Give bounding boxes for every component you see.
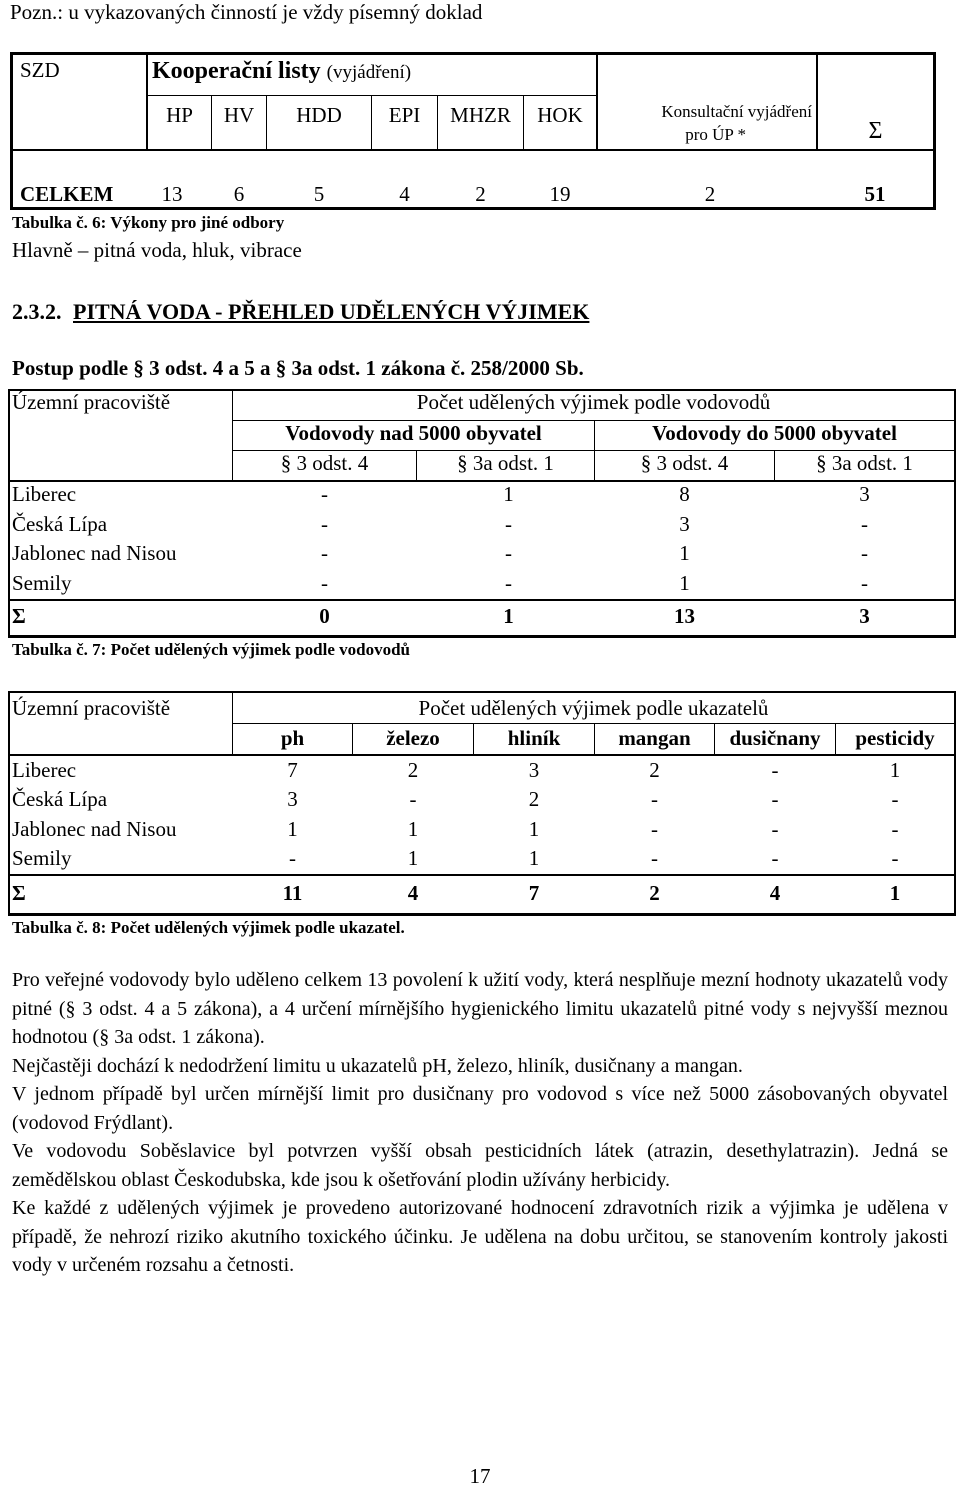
t7-row-name: Jablonec nad Nisou [12,541,177,565]
total-hv: 6 [233,182,245,206]
paragraph: V jednom případě byl určen mírnější limit pro dusičnany pro vodovod s více než 5000 zásobovaných obyvatel (vodovod Frýdlant). [12,1083,948,1134]
total-label: CELKEM [20,182,114,206]
total-hdd: 5 [313,182,325,206]
t8-cell: - [771,787,779,811]
total-hok: 19 [549,182,571,206]
table6-title-sub: (vyjádření) [326,62,412,83]
t7-sub-1: § 3 odst. 4 [280,451,369,475]
t7-row-name: Česká Lípa [12,512,108,536]
postup-line: Postup podle § 3 odst. 4 a 5 a § 3a odst. 1 zákona č. 258/2000 Sb. [12,356,584,380]
table6-title-main: Kooperační listy [152,58,321,84]
t8-cell: - [651,787,658,811]
t7-sum-cell: 1 [503,604,514,628]
t8-cell: - [891,817,899,841]
t8-cell: 1 [407,817,419,841]
t7-cell: - [321,541,328,565]
col-hok: HOK [537,103,583,127]
t8-cell: 3 [287,787,298,811]
t7-cell: - [321,482,328,506]
paragraph: Pro veřejné vodovody bylo uděleno celkem 13 povolení k užití vody, která nesplňuje mezní hodnoty ukazatelů vody pitné (§ 3 odst. 4 a 5 zákona), a 4 určení mírnějšího hygienického limitu ukazatelů pitné vody s nejvyšší meznou hodnotou (§ 3a odst. 1 zákona). [12,969,948,1048]
t7-sub-3: § 3 odst. 4 [640,451,729,475]
t7-sum-cell: 13 [674,604,695,628]
total-hp: 13 [161,182,183,206]
szd-label: SZD [20,58,60,82]
t8-cell: - [409,787,417,811]
t7-cell: 3 [679,512,690,536]
t8-row-name: Jablonec nad Nisou [12,817,177,841]
t7-row-name: Liberec [12,482,77,506]
t7-cell: 1 [679,571,690,595]
t7-cell: 1 [679,541,690,565]
t8-col-hlinik: hliník [507,726,561,750]
col-mhzr: MHZR [450,103,511,127]
t8-corner: Územní pracoviště [12,696,171,720]
total-sum: 51 [864,182,886,206]
t7-sum-cell: 3 [859,604,870,628]
t8-sum-cell: 4 [769,881,781,905]
t8-cell: 1 [528,846,540,870]
paragraph: Ke každé z udělených výjimek je provedeno autorizované hodnocení zdravotních rizik a výjimka je udělena v případě, že nehrozí riziko akutního toxického účinku. Je udělena na dobu určitou, se stanovením kontroly jakosti vody v určeném rozsahu a četnosti. [12,1197,948,1276]
t8-cell: 7 [287,758,298,782]
t8-cell: - [651,846,658,870]
t8-sum-cell: 7 [528,881,540,905]
table7-caption: Tabulka č. 7: Počet udělených výjimek podle vodovodů [12,640,410,659]
t8-cell: - [771,758,779,782]
t7-cell: - [505,571,512,595]
t8-sum-cell: 1 [889,881,901,905]
t7-cell: - [321,571,328,595]
section-title: PITNÁ VODA - PŘEHLED UDĚLENÝCH VÝJIMEK [73,299,590,324]
t8-sum-label: Σ [12,881,26,905]
t8-cell: 3 [528,758,540,782]
t7-cell: - [321,512,328,536]
body-text [12,966,948,1280]
table8-caption: Tabulka č. 8: Počet udělených výjimek podle ukazatel. [12,918,405,937]
t8-cell: - [771,817,779,841]
col-hdd: HDD [296,103,342,127]
total-mhzr: 2 [475,182,486,206]
t8-cell: 1 [407,846,419,870]
table6-title [152,58,411,85]
t7-cell: - [505,541,512,565]
paragraph: Ve vodovodu Soběslavice byl potvrzen vyšší obsah pesticidních látek (atrazin, desethylatrazin). Jedná se zemědělskou oblast Českodubska, kde jsou k ošetřování plodin užívány herbicidy. [12,1140,948,1191]
t7-header: Počet udělených výjimek podle vodovodů [416,390,771,414]
section-heading [12,299,589,325]
t8-col-ph: ph [280,726,305,750]
note-line: Pozn.: u vykazovaných činností je vždy písemný doklad [10,0,483,24]
t8-cell: 2 [649,758,660,782]
t8-header: Počet udělených výjimek podle ukazatelů [418,696,769,720]
t8-cell: 1 [889,758,901,782]
t8-row-name: Liberec [12,758,77,782]
t7-row-name: Semily [12,571,72,595]
t8-cell: 2 [528,787,540,811]
t8-cell: 1 [287,817,298,841]
t7-cell: 8 [679,482,690,506]
t8-row-name: Česká Lípa [12,787,108,811]
col-sigma: Σ [868,118,883,144]
t7-cell: - [861,541,868,565]
t7-group-1: Vodovody nad 5000 obyvatel [285,421,542,445]
t8-col-mangan: mangan [618,726,691,750]
section-number: 2.3.2. [12,299,62,324]
t7-cell: - [505,512,512,536]
t7-sum-label: Σ [12,604,26,628]
col-konsult-2: pro ÚP * [685,125,746,144]
t7-corner: Územní pracoviště [12,390,171,414]
t8-cell: 2 [407,758,419,782]
t8-cell: - [289,846,296,870]
col-konsult-1: Konsultační vyjádření [661,102,812,121]
t8-col-zelezo: železo [386,726,440,750]
t8-sum-cell: 2 [649,881,660,905]
t8-cell: - [891,787,899,811]
t8-cell: 1 [528,817,540,841]
t8-sum-cell: 11 [282,881,303,905]
t7-cell: - [861,571,868,595]
t7-sub-2: § 3a odst. 1 [457,451,554,475]
t8-cell: - [651,817,658,841]
t8-col-dusicnany: dusičnany [729,726,821,750]
t7-cell: 3 [859,482,870,506]
col-epi: EPI [388,103,421,127]
page-number: 17 [469,1464,491,1488]
t8-cell: - [891,846,899,870]
t7-cell: - [861,512,868,536]
t7-group-2: Vodovody do 5000 obyvatel [652,421,897,445]
table6-caption-2: Hlavně – pitná voda, hluk, vibrace [12,238,302,262]
t8-col-pesticidy: pesticidy [855,726,935,750]
table6-caption: Tabulka č. 6: Výkony pro jiné odbory [12,213,285,232]
t8-cell: - [771,846,779,870]
t7-sum-cell: 0 [319,604,330,628]
col-hp: HP [166,103,193,127]
paragraph: Nejčastěji dochází k nedodržení limitu u ukazatelů pH, železo, hliník, dusičnany a mangan. [12,1054,743,1077]
total-konsult: 2 [704,182,716,206]
t7-sub-4: § 3a odst. 1 [816,451,913,475]
col-hv: HV [223,103,255,127]
t8-row-name: Semily [12,846,72,870]
t7-cell: 1 [503,482,514,506]
t8-sum-cell: 4 [407,881,419,905]
total-epi: 4 [399,182,410,206]
